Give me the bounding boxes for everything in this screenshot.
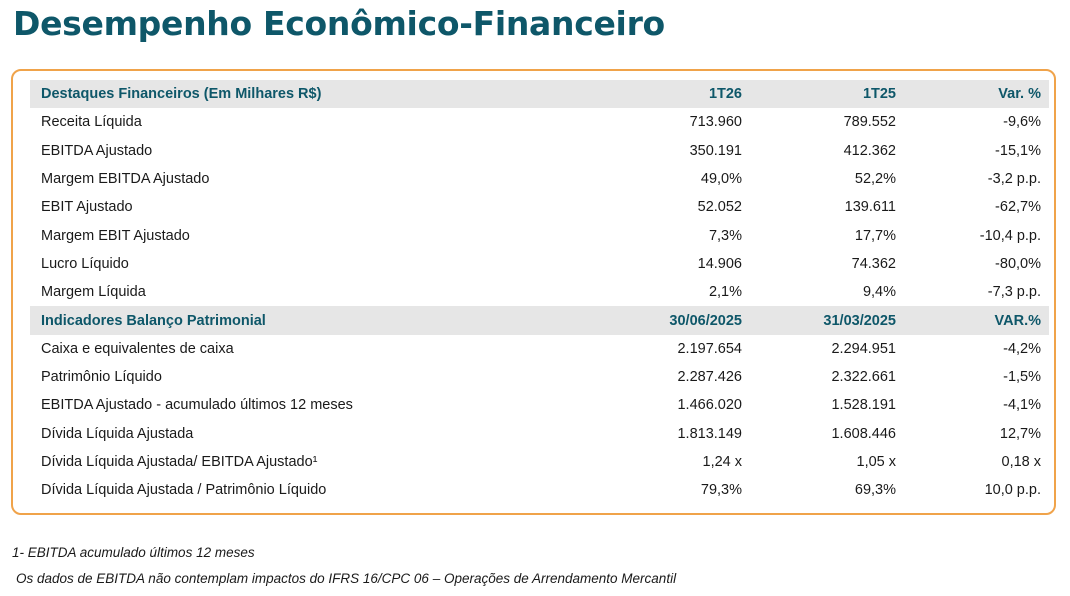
cell-label: EBITDA Ajustado <box>41 142 153 159</box>
cell-current: 713.960 <box>689 114 742 131</box>
table-row <box>30 420 1049 448</box>
cell-variation: -80,0% <box>995 255 1041 272</box>
cell-label: Lucro Líquido <box>41 255 129 272</box>
table-row <box>30 363 1049 391</box>
table-row <box>30 193 1049 221</box>
table-row <box>30 476 1049 504</box>
table-row <box>30 137 1049 165</box>
cell-previous: 1.528.191 <box>831 397 896 414</box>
cell-previous: 139.611 <box>844 199 896 216</box>
cell-current: 7,3% <box>708 227 742 244</box>
cell-label: EBIT Ajustado <box>41 199 133 216</box>
table-row <box>30 391 1049 419</box>
financial-highlights-card <box>11 69 1056 515</box>
cell-current: 52.052 <box>697 199 742 216</box>
table-row <box>30 165 1049 193</box>
cell-variation: 10,0 p.p. <box>984 482 1041 499</box>
cell-current: 49,0% <box>700 171 742 188</box>
cell-variation: -9,6% <box>1003 114 1041 131</box>
cell-variation: -4,2% <box>1003 340 1041 357</box>
cell-current: 1.813.149 <box>677 425 742 442</box>
footnote-ebitda: 1- EBITDA acumulado últimos 12 meses <box>12 545 255 560</box>
header-label: Destaques Financeiros (Em Milhares R$) <box>30 80 590 108</box>
financial-table <box>30 80 1049 504</box>
cell-current: 14.906 <box>697 255 742 272</box>
table-row <box>30 278 1049 306</box>
cell-current: 1.466.020 <box>677 397 742 414</box>
cell-current: 2.197.654 <box>677 340 742 357</box>
cell-label: EBITDA Ajustado - acumulado últimos 12 meses <box>41 397 353 414</box>
cell-previous: 2.294.951 <box>831 340 896 357</box>
cell-previous: 74.362 <box>851 255 896 272</box>
cell-label: Margem EBIT Ajustado <box>41 227 190 244</box>
cell-label: Caixa e equivalentes de caixa <box>41 340 234 357</box>
cell-previous: 1.608.446 <box>831 425 896 442</box>
cell-previous: 412.362 <box>843 142 896 159</box>
cell-variation: 0,18 x <box>1001 454 1041 470</box>
footnote-ifrs: Os dados de EBITDA não contemplam impactos do IFRS 16/CPC 06 – Operações de Arrendamento Mercantil <box>16 571 677 586</box>
cell-current: 79,3% <box>700 482 742 499</box>
cell-current: 350.191 <box>689 142 742 159</box>
cell-previous: 17,7% <box>854 227 896 244</box>
cell-label: Dívida Líquida Ajustada/ EBITDA Ajustado¹ <box>41 454 318 470</box>
cell-variation: -62,7% <box>995 199 1041 216</box>
table-row <box>30 250 1049 278</box>
section-header-row <box>30 306 1049 334</box>
cell-label: Dívida Líquida Ajustada / Patrimônio Líquido <box>41 482 327 499</box>
table-row <box>30 448 1049 476</box>
header-variation: Var. % <box>896 80 1049 108</box>
table-row <box>30 108 1049 136</box>
cell-label: Patrimônio Líquido <box>41 369 162 386</box>
header-previous: 31/03/2025 <box>742 306 896 334</box>
cell-label: Margem Líquida <box>41 284 146 301</box>
cell-label: Dívida Líquida Ajustada <box>41 425 194 442</box>
cell-variation: -4,1% <box>1003 397 1041 414</box>
cell-variation: -15,1% <box>995 142 1041 159</box>
cell-label: Margem EBITDA Ajustado <box>41 171 210 188</box>
cell-current: 2.287.426 <box>677 369 742 386</box>
cell-variation: -1,5% <box>1003 369 1041 386</box>
cell-previous: 69,3% <box>854 482 896 499</box>
cell-previous: 2.322.661 <box>831 369 896 386</box>
cell-previous: 52,2% <box>854 171 896 188</box>
section-header-row <box>30 80 1049 108</box>
cell-variation: 12,7% <box>999 425 1041 442</box>
cell-variation: -7,3 p.p. <box>987 284 1041 301</box>
cell-variation: -3,2 p.p. <box>987 171 1041 188</box>
cell-current: 2,1% <box>708 284 742 301</box>
cell-previous: 1,05 x <box>856 454 896 470</box>
table-row <box>30 221 1049 249</box>
header-label: Indicadores Balanço Patrimonial <box>30 306 590 334</box>
cell-previous: 9,4% <box>862 284 896 301</box>
cell-previous: 789.552 <box>843 114 896 131</box>
table-row <box>30 335 1049 363</box>
header-current: 1T26 <box>590 80 742 108</box>
page-title: Desempenho Econômico-Financeiro <box>13 4 665 43</box>
header-previous: 1T25 <box>742 80 896 108</box>
cell-variation: -10,4 p.p. <box>979 227 1041 244</box>
header-current: 30/06/2025 <box>590 306 742 334</box>
cell-current: 1,24 x <box>702 454 742 470</box>
cell-label: Receita Líquida <box>41 114 142 131</box>
header-variation: VAR.% <box>896 306 1049 334</box>
financial-table-body <box>30 80 1049 504</box>
